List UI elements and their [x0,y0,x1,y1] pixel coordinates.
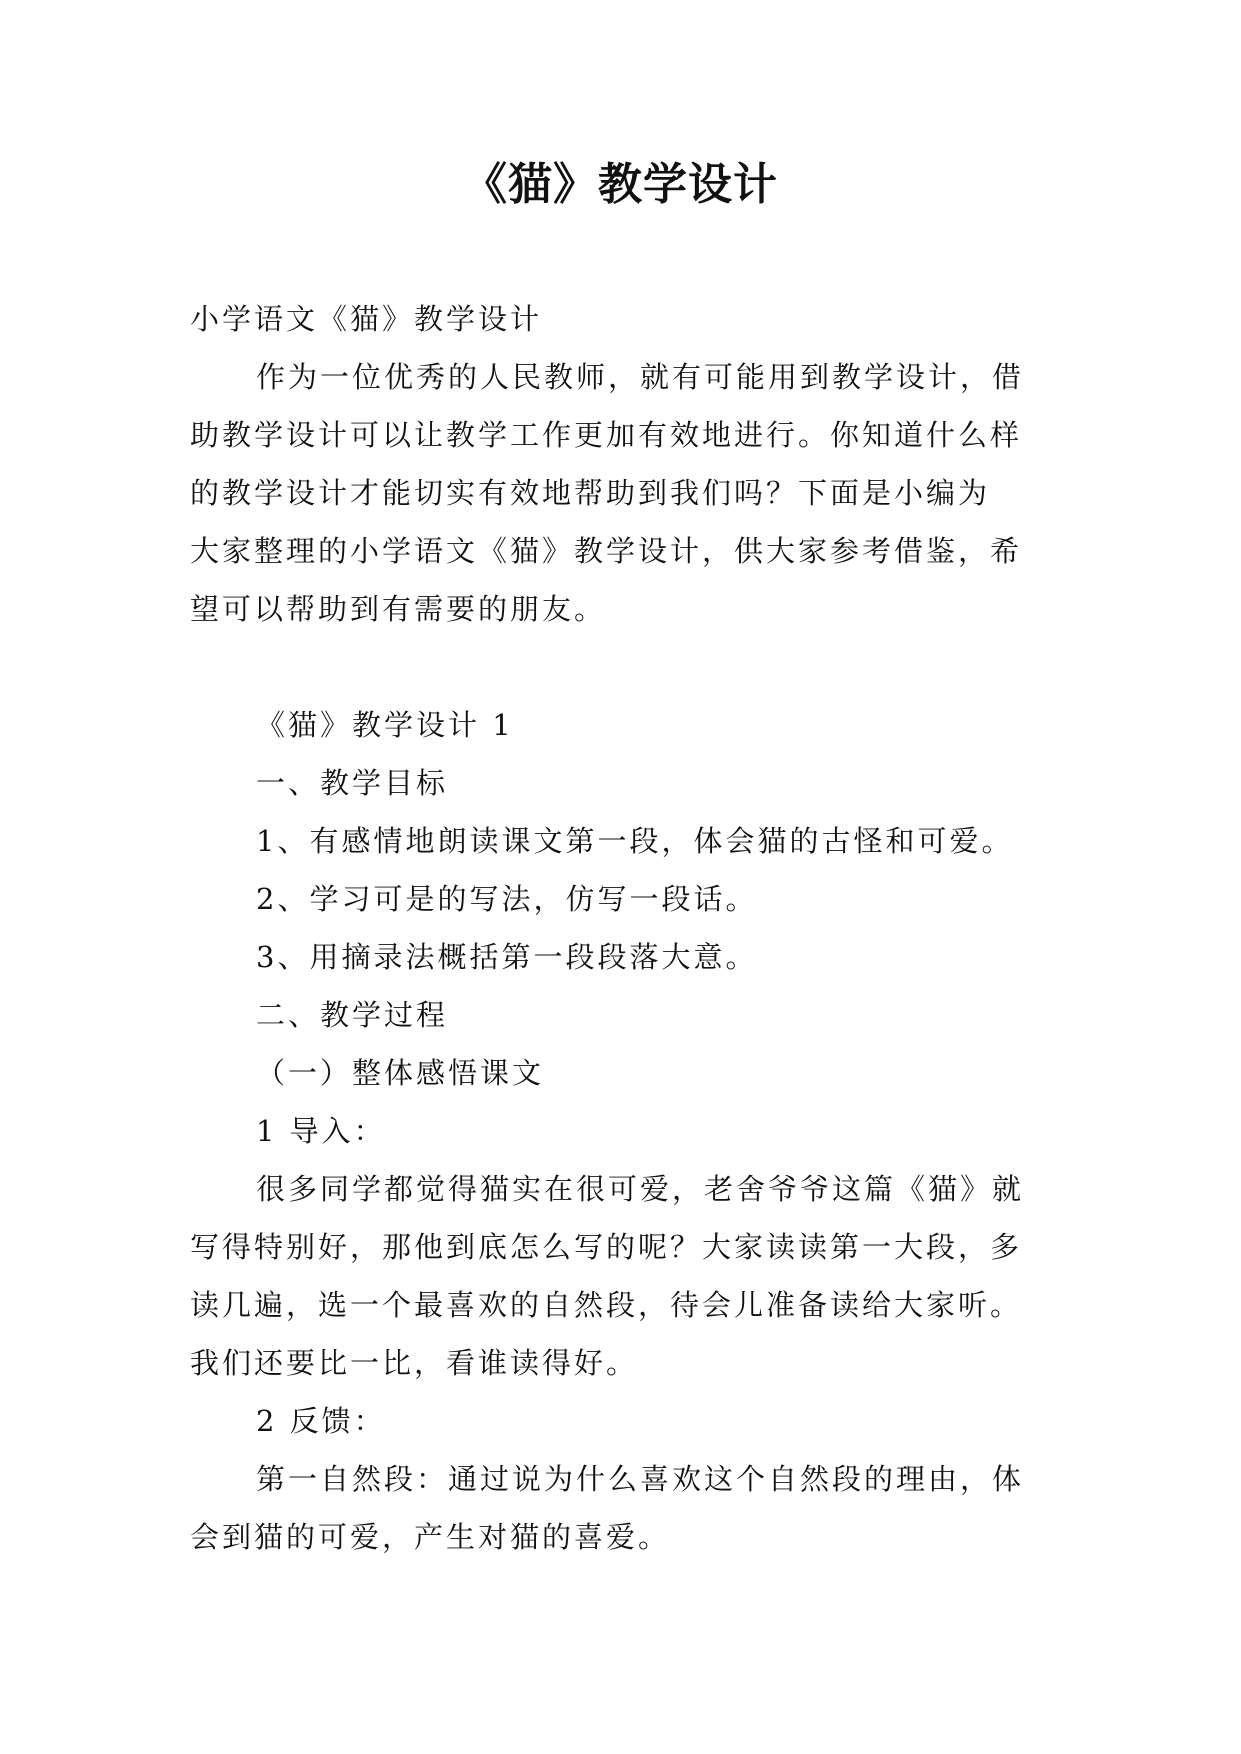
text-line: 写得特别好，那他到底怎么写的呢？大家读读第一大段，多 [190,1230,1023,1264]
text-line: 1 导入： [256,1114,386,1148]
text-line: 望可以帮助到有需要的朋友。 [190,592,607,626]
text-line: 读几遍，选一个最喜欢的自然段，待会儿准备读给大家听。 [190,1288,1023,1322]
text-line: 一、教学目标 [256,766,449,800]
text-line: 作为一位优秀的人民教师，就有可能用到教学设计，借 [256,360,1025,394]
text-line: 2、学习可是的写法，仿写一段话。 [256,882,758,916]
text-line: 的教学设计才能切实有效地帮助到我们吗？下面是小编为 [190,476,991,510]
text-line: 小学语文《猫》教学设计 [190,302,543,336]
document-title: 《猫》教学设计 [463,159,778,210]
text-line: 《猫》教学设计 1 [256,708,514,742]
text-line: 助教学设计可以让教学工作更加有效地进行。你知道什么样 [190,418,1023,452]
blank-line [190,638,1060,696]
text-line: 很多同学都觉得猫实在很可爱，老舍爷爷这篇《猫》就 [256,1172,1025,1206]
text-line: 大家整理的小学语文《猫》教学设计，供大家参考借鉴，希 [190,534,1023,568]
text-line: 二、教学过程 [256,998,449,1032]
document-body [190,290,1060,1566]
text-line: 3、用摘录法概括第一段段落大意。 [256,940,758,974]
text-line: 2 反馈： [256,1404,386,1438]
text-line: 我们还要比一比，看谁读得好。 [190,1346,639,1380]
text-line: （一）整体感悟课文 [256,1056,545,1090]
text-line: 会到猫的可爱，产生对猫的喜爱。 [190,1520,671,1554]
text-line: 1、有感情地朗读课文第一段，体会猫的古怪和可爱。 [256,824,1014,858]
text-line: 第一自然段：通过说为什么喜欢这个自然段的理由，体 [256,1462,1025,1496]
